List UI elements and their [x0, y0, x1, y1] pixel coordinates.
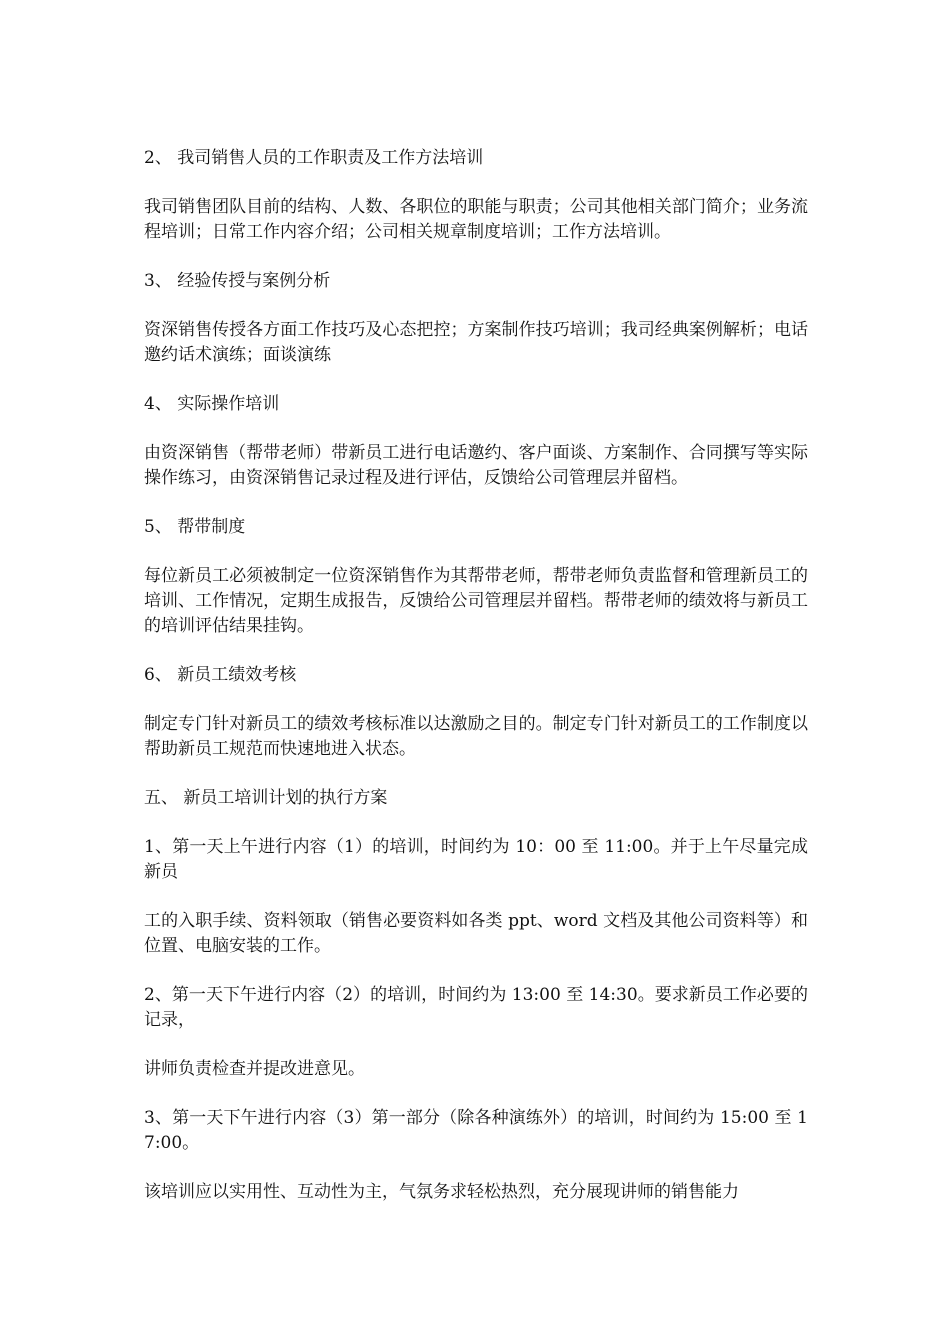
chapter-heading-5: 五、 新员工培训计划的执行方案 [144, 788, 388, 808]
body-paragraph: 2、第一天下午进行内容（2）的培训，时间约为 13:00 至 14:30。要求新员工作必要的记录， [144, 985, 808, 1030]
body-paragraph: 工的入职手续、资料领取（销售必要资料如各类 ppt、word 文档及其他公司资料等）和位置、电脑安装的工作。 [144, 911, 808, 956]
section-heading-2: 2、 我司销售人员的工作职责及工作方法培训 [144, 148, 484, 168]
body-paragraph: 由资深销售（帮带老师）带新员工进行电话邀约、客户面谈、方案制作、合同撰写等实际操作练习，由资深销售记录过程及进行评估，反馈给公司管理层并留档。 [144, 443, 808, 488]
body-paragraph: 每位新员工必须被制定一位资深销售作为其帮带老师，帮带老师负责监督和管理新员工的培训、工作情况，定期生成报告，反馈给公司管理层并留档。帮带老师的绩效将与新员工的培训评估结果挂钩。 [144, 566, 808, 636]
document-page [144, 146, 808, 1229]
body-paragraph: 该培训应以实用性、互动性为主，气氛务求轻松热烈，充分展现讲师的销售能力 [144, 1182, 739, 1202]
body-paragraph: 讲师负责检查并提改进意见。 [144, 1059, 365, 1079]
body-paragraph: 制定专门针对新员工的绩效考核标准以达激励之目的。制定专门针对新员工的工作制度以帮助新员工规范而快速地进入状态。 [144, 714, 808, 759]
section-heading-6: 6、 新员工绩效考核 [144, 665, 297, 685]
section-heading-5: 5、 帮带制度 [144, 517, 246, 537]
body-paragraph: 1、第一天上午进行内容（1）的培训，时间约为 10：00 至 11:00。并于上午尽量完成新员 [144, 837, 808, 882]
body-paragraph: 我司销售团队目前的结构、人数、各职位的职能与职责；公司其他相关部门简介；业务流程培训；日常工作内容介绍；公司相关规章制度培训；工作方法培训。 [144, 197, 808, 242]
section-heading-3: 3、 经验传授与案例分析 [144, 271, 331, 291]
section-heading-4: 4、 实际操作培训 [144, 394, 280, 414]
body-paragraph: 资深销售传授各方面工作技巧及心态把控；方案制作技巧培训；我司经典案例解析；电话邀约话术演练；面谈演练 [144, 320, 808, 365]
body-paragraph: 3、第一天下午进行内容（3）第一部分（除各种演练外）的培训，时间约为 15:00 至 17:00。 [144, 1108, 808, 1153]
